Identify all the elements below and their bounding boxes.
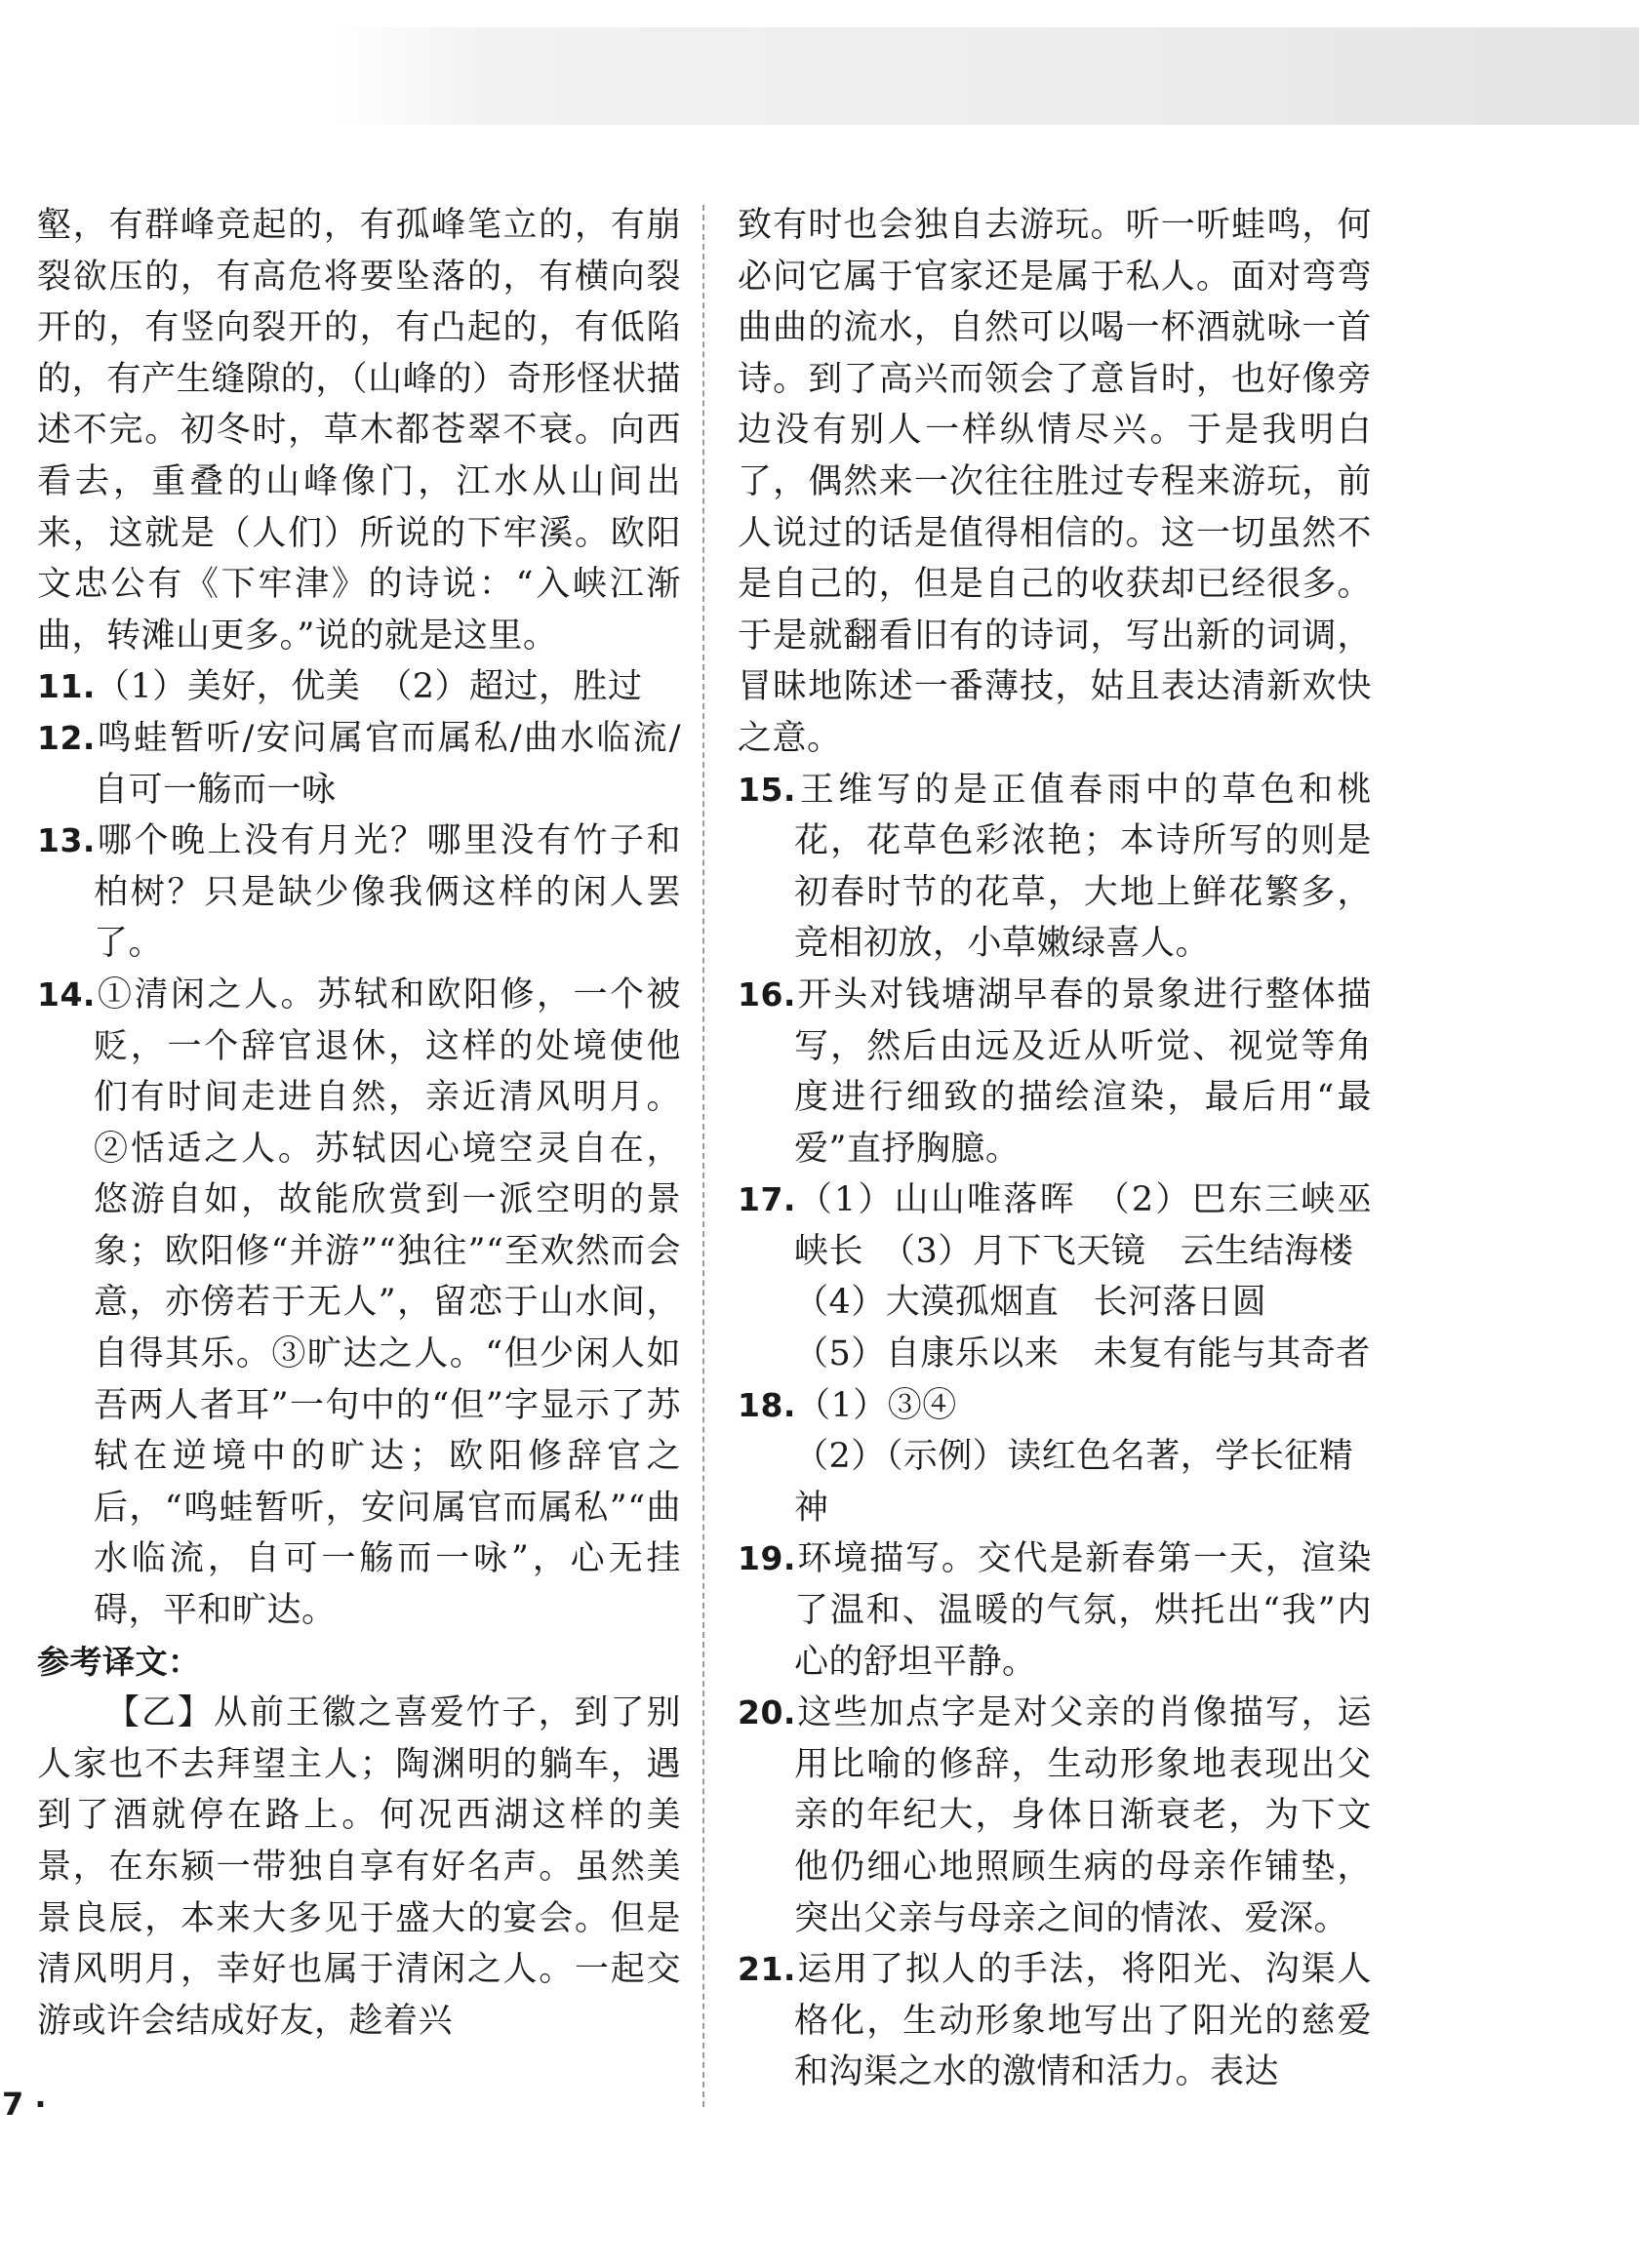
answer-number: 16. [738, 975, 796, 1014]
answer-number: 15. [738, 770, 796, 809]
answer-text: 运用了拟人的手法，将阳光、沟渠人格化，生动形象地写出了阳光的慈爱和沟渠之水的激情和活力。表达 [794, 1950, 1372, 2092]
answer-number: 13. [37, 821, 96, 860]
left-column [37, 200, 681, 2047]
answer-text: 王维写的是正值春雨中的草色和桃花，花草色彩浓艳；本诗所写的则是初春时节的花草，大地上鲜花繁多，竞相初放，小草嫩绿喜人。 [794, 770, 1372, 964]
answer-text: 鸣蛙暂听/安问属官而属私/曲水临流/自可一觞而一咏 [94, 718, 681, 810]
answer-12 [37, 713, 681, 816]
answer-number: 14. [37, 975, 96, 1014]
translation-paragraph: 【乙】从前王徽之喜爱竹子，到了别人家也不去拜望主人；陶渊明的躺车，遇到了酒就停在路上。何况西湖这样的美景，在东颍一带独自享有好名声。虽然美景良辰，本来大多见于盛大的宴会。但是清风明月，幸好也属于清闲之人。一起交游或许会结成好友，趁着兴 [37, 1693, 681, 2041]
header-band [332, 27, 1639, 125]
answer-number: 11. [37, 667, 96, 706]
answer-text: （1）美好，优美 （2）超过，胜过 [95, 667, 643, 707]
answer-11 [37, 661, 681, 713]
answer-text: （1）山山唯落晖 （2）巴东三峡巫峡长 （3）月下飞天镜 云生结海楼 [794, 1180, 1372, 1271]
answer-19 [738, 1533, 1372, 1688]
translation-continued-paragraph: 致有时也会独自去游玩。听一听蛙鸣，何必问它属于官家还是属于私人。面对弯弯曲曲的流水，自然可以喝一杯酒就咏一首诗。到了高兴而领会了意旨时，也好像旁边没有别人一样纵情尽兴。于是我明白了，偶然来一次往往胜过专程来游玩，前人说过的话是值得相信的。这一切虽然不是自己的，但是自己的收获却已经很多。于是就翻看旧有的诗词，写出新的词调，冒昧地陈述一番薄技，姑且表达清新欢快之意。 [738, 206, 1372, 758]
answer-20 [738, 1688, 1372, 1944]
answer-15 [738, 765, 1372, 970]
answer-14 [37, 970, 681, 1637]
answer-number: 20. [738, 1693, 796, 1732]
translation-heading: 参考译文： [37, 1642, 201, 1681]
answer-text: （1）③④ [795, 1385, 957, 1425]
page-number: 7 · [2, 2086, 47, 2123]
answer-number: 21. [738, 1950, 796, 1989]
answer-16 [738, 970, 1372, 1174]
column-divider [702, 205, 704, 2107]
answer-text: 这些加点字是对父亲的肖像描写，运用比喻的修辞，生动形象地表现出父亲的年纪大，身体日渐衰老，为下文他仍细心地照顾生病的母亲作铺垫，突出父亲与母亲之间的情浓、爱深。 [794, 1693, 1372, 1938]
answer-17-line: （4）大漠孤烟直 长河落日圆 [794, 1283, 1267, 1323]
answer-18 [738, 1380, 1372, 1432]
answer-17 [738, 1174, 1372, 1277]
answer-text: 开头对钱塘湖早春的景象进行整体描写，然后由远及近从听觉、视觉等角度进行细致的描绘渲染，最后用“最爱”直抒胸臆。 [794, 975, 1372, 1169]
answer-text: ①清闲之人。苏轼和欧阳修，一个被贬，一个辞官退休，这样的处境使他们有时间走进自然，亲近清风明月。②恬适之人。苏轼因心境空灵自在，悠游自如，故能欣赏到一派空明的景象；欧阳修“并游”“独往”“至欢然而会意，亦傍若于无人”，留恋于山水间，自得其乐。③旷达之人。“但少闲人如吾两人者耳”一句中的“但”字显示了苏轼在逆境中的旷达；欧阳修辞官之后，“鸣蛙暂听，安问属官而属私”“曲水临流，自可一觞而一咏”，心无挂碍，平和旷达。 [94, 975, 681, 1631]
answer-text: 环境描写。交代是新春第一天，渲染了温和、温暖的气氛，烘托出“我”内心的舒坦平静。 [794, 1539, 1372, 1682]
answer-17-line: （5）自康乐以来 未复有能与其奇者 [794, 1334, 1371, 1374]
answer-number: 17. [738, 1180, 796, 1219]
answer-number: 19. [738, 1539, 796, 1578]
answer-13 [37, 816, 681, 970]
answer-text: 哪个晚上没有月光？哪里没有竹子和柏树？只是缺少像我俩这样的闲人罢了。 [94, 821, 681, 964]
right-column [738, 200, 1372, 2098]
answer-21 [738, 1944, 1372, 2098]
translation-continued-paragraph: 壑，有群峰竞起的，有孤峰笔立的，有崩裂欲压的，有高危将要坠落的，有横向裂开的，有竖向裂开的，有凸起的，有低陷的，有产生缝隙的，（山峰的）奇形怪状描述不完。初冬时，草木都苍翠不衰。向西看去，重叠的山峰像门，江水从山间出来，这就是（人们）所说的下牢溪。欧阳文忠公有《下牢津》的诗说：“入峡江渐曲，转滩山更多。”说的就是这里。 [37, 206, 681, 656]
answer-number: 12. [37, 718, 96, 757]
answer-18-line: （2）（示例）读红色名著，学长征精神 [794, 1437, 1354, 1528]
answer-number: 18. [738, 1385, 796, 1424]
